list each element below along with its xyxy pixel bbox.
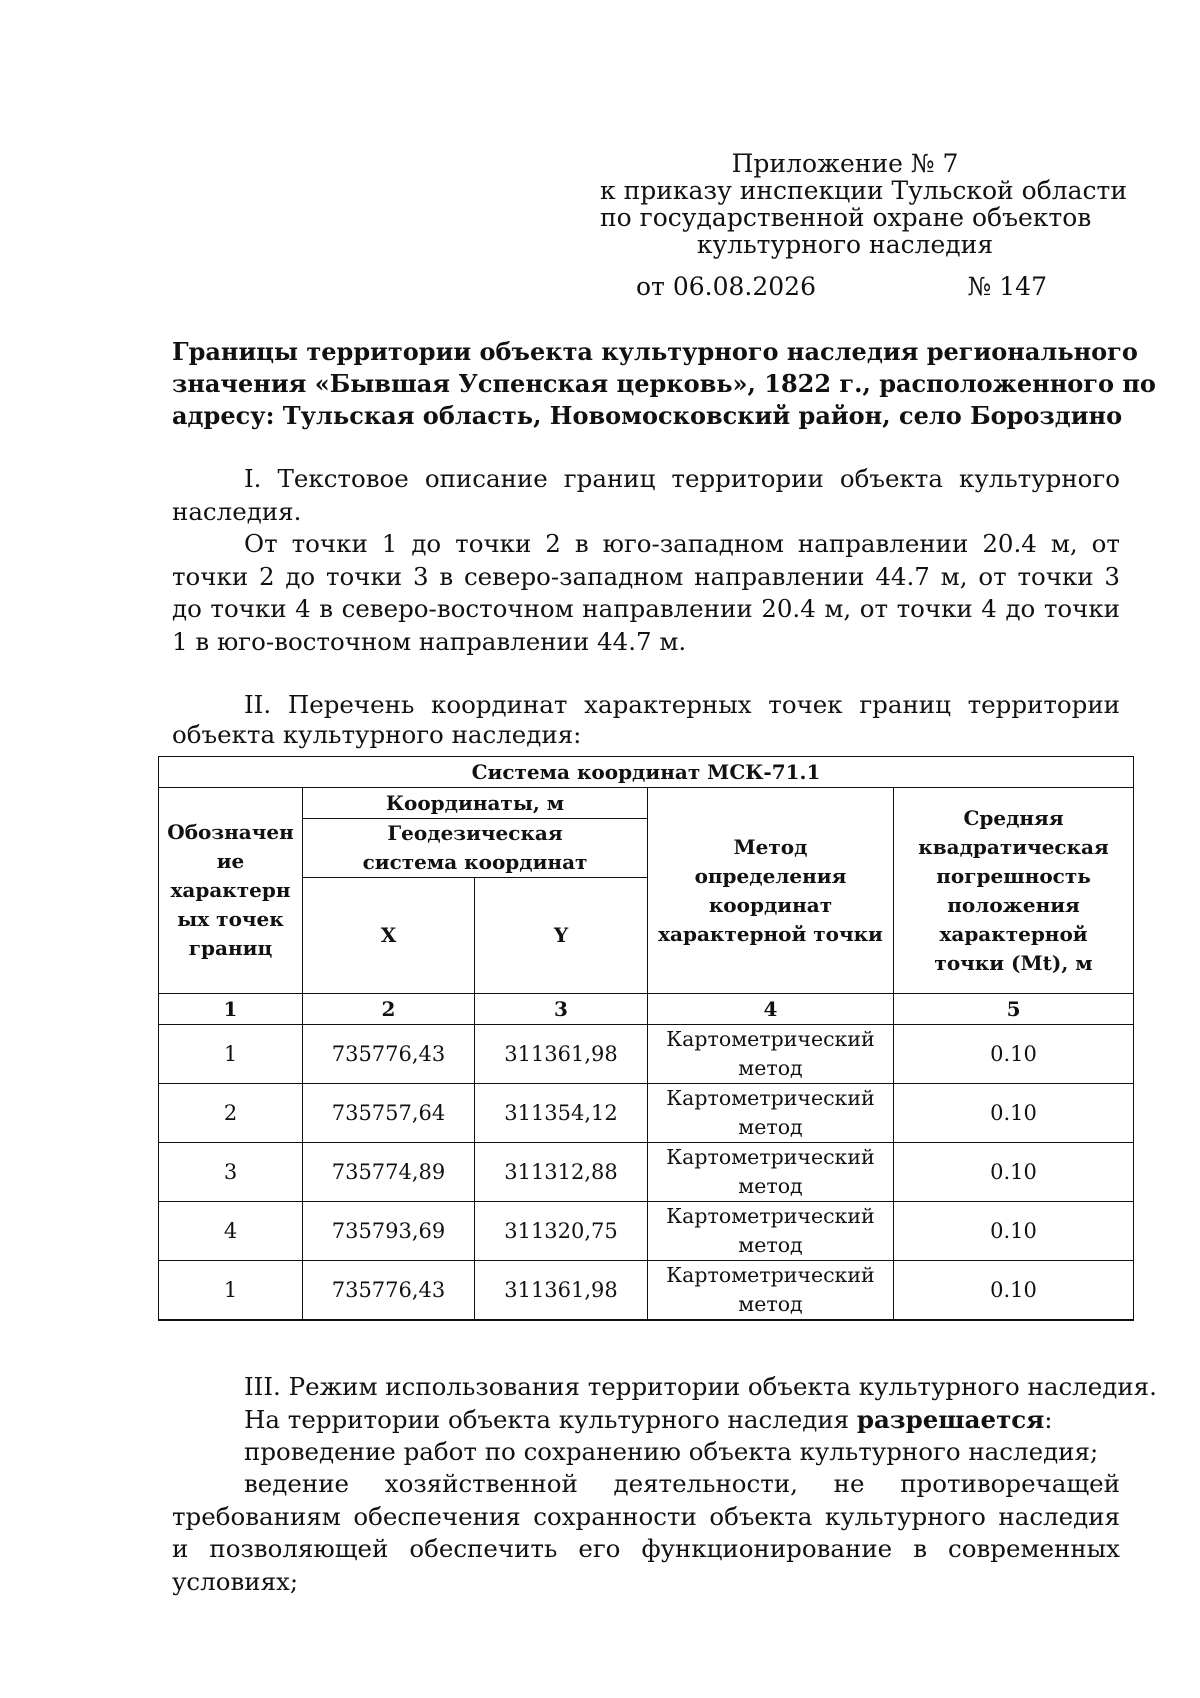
error-value: 0.10 xyxy=(894,1084,1134,1143)
section-1-heading: I. Текстовое описание границ территории объекта культурного наследия. xyxy=(172,464,1120,526)
error-value: 0.10 xyxy=(894,1202,1134,1261)
order-number: № 147 xyxy=(967,272,1047,301)
table-row xyxy=(159,1202,1134,1261)
title-line: значения «Бывшая Успенская церковь», 1822 г., расположенного по xyxy=(172,369,1156,398)
table-row xyxy=(159,1025,1134,1084)
method: Картометрический метод xyxy=(648,1261,894,1321)
column-number: 2 xyxy=(303,994,475,1025)
table-row xyxy=(159,1261,1134,1321)
column-header-method: Метод определения координат характерной точки xyxy=(648,788,894,994)
error-value: 0.10 xyxy=(894,1261,1134,1321)
coord-x: 735774,89 xyxy=(303,1143,475,1202)
coord-x: 735776,43 xyxy=(303,1025,475,1084)
error-value: 0.10 xyxy=(894,1025,1134,1084)
coordinates-table xyxy=(158,756,1134,1321)
title-line: адресу: Тульская область, Новомосковский район, село Бороздино xyxy=(172,401,1123,430)
point-label: 3 xyxy=(159,1143,303,1202)
section-3-heading: III. Режим использования территории объекта культурного наследия. xyxy=(244,1372,1157,1401)
point-label: 1 xyxy=(159,1261,303,1321)
appendix-header xyxy=(600,149,1128,259)
column-header-y: Y xyxy=(475,878,648,994)
coord-y: 311312,88 xyxy=(475,1143,648,1202)
method: Картометрический метод xyxy=(648,1025,894,1084)
allowed-keyword: разрешается xyxy=(856,1405,1045,1434)
table-row xyxy=(159,757,1134,788)
allowed-item: проведение работ по сохранению объекта культурного наследия; xyxy=(244,1437,1099,1466)
coord-x: 735757,64 xyxy=(303,1084,475,1143)
document-title xyxy=(172,336,1156,432)
allowed-prefix: На территории объекта культурного наследия xyxy=(244,1405,857,1434)
boundary-description: От точки 1 до точки 2 в юго-западном направлении 20.4 м, от точки 2 до точки 3 в северо-западном направлении 44.7 м, от точки 3 до точки 4 в северо-восточном направлении 20.4 м, от точки 4 до точки 1 в юго-восточном направлении 44.7 м. xyxy=(172,529,1120,656)
coord-y: 311361,98 xyxy=(475,1025,648,1084)
method: Картометрический метод xyxy=(648,1143,894,1202)
column-header-coordinates: Координаты, м xyxy=(303,788,648,819)
point-label: 2 xyxy=(159,1084,303,1143)
column-header-geodetic: Геодезическая система координат xyxy=(303,819,648,878)
column-header-x: X xyxy=(303,878,475,994)
method: Картометрический метод xyxy=(648,1084,894,1143)
allowed-item: ведение хозяйственной деятельности, не противоречащей требованиям обеспечения сохранности объекта культурного наследия и позволяющей обеспечить его функционирование в современных условиях; xyxy=(172,1469,1120,1596)
table-row xyxy=(159,1084,1134,1143)
allowed-statement xyxy=(244,1404,1124,1436)
method: Картометрический метод xyxy=(648,1202,894,1261)
section-2-heading: II. Перечень координат характерных точек границ территории объекта культурного наследия: xyxy=(172,690,1120,749)
order-date-number xyxy=(636,272,1056,302)
coord-y: 311361,98 xyxy=(475,1261,648,1321)
column-number: 5 xyxy=(894,994,1134,1025)
column-number: 1 xyxy=(159,994,303,1025)
column-number: 4 xyxy=(648,994,894,1025)
table-row xyxy=(159,1143,1134,1202)
coord-x: 735776,43 xyxy=(303,1261,475,1321)
coordinate-system: Система координат МСК-71.1 xyxy=(159,757,1134,788)
coord-y: 311320,75 xyxy=(475,1202,648,1261)
coord-y: 311354,12 xyxy=(475,1084,648,1143)
column-header-point: Обозначен ие характерн ых точек границ xyxy=(159,788,303,994)
appendix-number: Приложение № 7 xyxy=(731,149,959,178)
column-header-error: Средняя квадратическая погрешность положения характерной точки (Mt), м xyxy=(894,788,1134,994)
column-number: 3 xyxy=(475,994,648,1025)
point-label: 1 xyxy=(159,1025,303,1084)
error-value: 0.10 xyxy=(894,1143,1134,1202)
appendix-order-ref-3: культурного наследия xyxy=(696,230,994,259)
table-header-row xyxy=(159,788,1134,819)
title-line: Границы территории объекта культурного наследия регионального xyxy=(172,337,1138,366)
appendix-order-ref-2: по государственной охране объектов xyxy=(600,203,1092,232)
order-date: от 06.08.2026 xyxy=(636,272,816,301)
appendix-order-ref: к приказу инспекции Тульской области xyxy=(600,176,1128,205)
allowed-suffix: : xyxy=(1044,1405,1053,1434)
point-label: 4 xyxy=(159,1202,303,1261)
coord-x: 735793,69 xyxy=(303,1202,475,1261)
column-number-row xyxy=(159,994,1134,1025)
